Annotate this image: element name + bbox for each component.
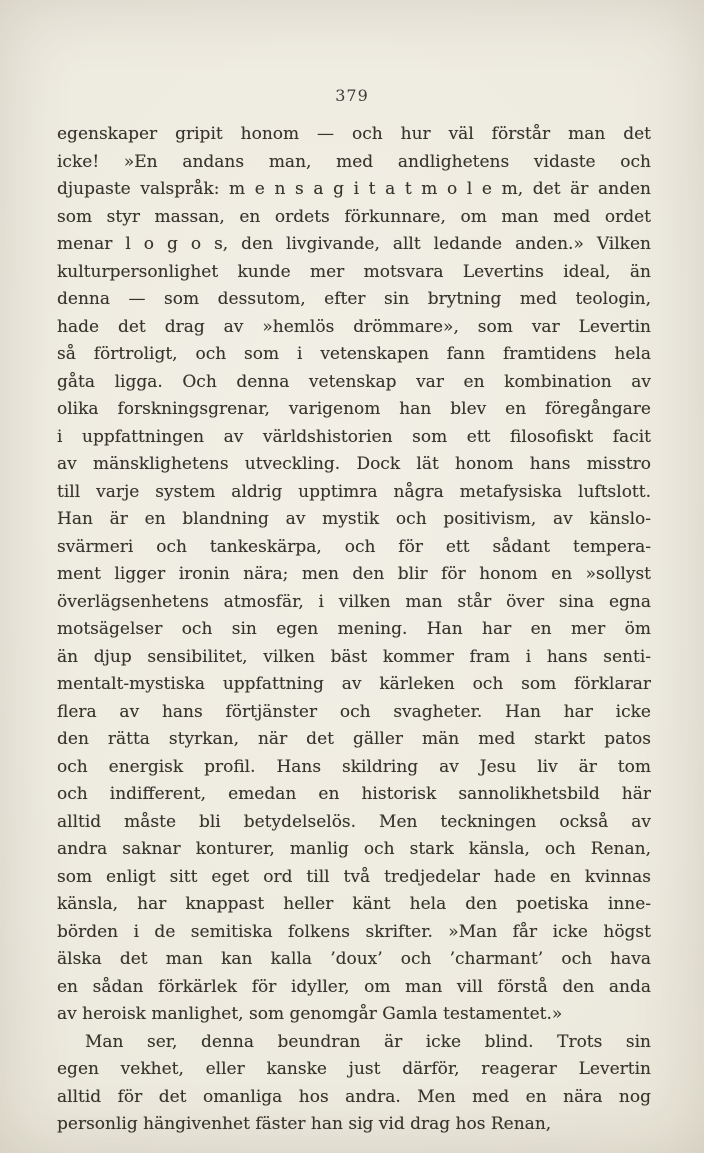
text-line: djupaste valspråk: m e n s a g i t a t m o l e m, det är anden (57, 179, 651, 199)
text-line: icke! »En andans man, med andlighetens vidaste och (57, 151, 651, 172)
text-line: den rätta styrkan, när det gäller män med starkt patos (57, 729, 651, 749)
text-line: i uppfattningen av världshistorien som ett filosofiskt facit (57, 426, 651, 447)
text-line: av heroisk manlighet, som genomgår Gamla testamentet.» (57, 1004, 563, 1024)
text-line: olika forskningsgrenar, varigenom han blev en föregångare (57, 399, 651, 419)
text-line: personlig hängivenhet fäster han sig vid drag hos Renan, (57, 1114, 552, 1134)
text-line: en sådan förkärlek för idyller, om man vill förstå den anda (57, 976, 651, 997)
text-line: älska det man kan kalla ’doux’ och ’charmant’ och hava (57, 949, 651, 969)
text-line: Man ser, denna beundran är icke blind. Trots sin (85, 1031, 651, 1052)
text-line: motsägelser och sin egen mening. Han har en mer öm (57, 619, 651, 639)
text-line: flera av hans förtjänster och svagheter. Han har icke (57, 701, 651, 722)
text-line: av mänsklighetens utveckling. Dock lät honom hans misstro (57, 454, 651, 474)
text-line: till varje system aldrig upptimra några metafysiska luftslott. (57, 481, 651, 502)
text-line: egen vekhet, eller kanske just därför, reagerar Levertin (57, 1059, 651, 1079)
text-line: alltid för det omanliga hos andra. Men med en nära nog (57, 1086, 651, 1107)
text-line: som enligt sitt eget ord till två tredjedelar hade en kvinnas (57, 866, 651, 887)
text-line: Han är en blandning av mystik och positivism, av känslo- (57, 509, 651, 529)
text-line: överlägsenhetens atmosfär, i vilken man står över sina egna (57, 591, 651, 612)
text-line: kulturpersonlighet kunde mer motsvara Levertins ideal, än (57, 261, 651, 282)
text-line: mentalt-mystiska uppfattning av kärleken och som förklarar (57, 674, 651, 694)
body-text (57, 121, 651, 1139)
text-line: känsla, har knappast heller känt hela den poetiska inne- (57, 894, 651, 914)
text-line: andra saknar konturer, manlig och stark känsla, och Renan, (57, 839, 651, 859)
text-line: och indifferent, emedan en historisk sannolikhetsbild här (57, 784, 651, 804)
text-line: ment ligger ironin nära; men den blir för honom en »sollyst (57, 564, 651, 584)
text-line: egenskaper gripit honom — och hur väl förstår man det (57, 124, 651, 144)
text-line: svärmeri och tankeskärpa, och för ett sådant tempera- (57, 536, 651, 557)
text-line: alltid måste bli betydelselös. Men teckningen också av (57, 811, 651, 832)
text-line: som styr massan, en ordets förkunnare, om man med ordet (57, 206, 651, 227)
text-line: gåta ligga. Och denna vetenskap var en kombination av (57, 371, 651, 392)
page-number: 379 (335, 86, 369, 105)
text-line: och energisk profil. Hans skildring av Jesu liv är tom (57, 756, 651, 777)
text-line: så förtroligt, och som i vetenskapen fann framtidens hela (57, 344, 651, 364)
text-line: hade det drag av »hemlös drömmare», som var Levertin (57, 316, 651, 337)
text-line: börden i de semitiska folkens skrifter. »Man får icke högst (57, 921, 651, 942)
text-line: denna — som dessutom, efter sin brytning med teologin, (57, 289, 651, 309)
text-line: än djup sensibilitet, vilken bäst kommer fram i hans senti- (57, 646, 651, 667)
text-line: menar l o g o s, den livgivande, allt ledande anden.» Vilken (57, 234, 651, 254)
